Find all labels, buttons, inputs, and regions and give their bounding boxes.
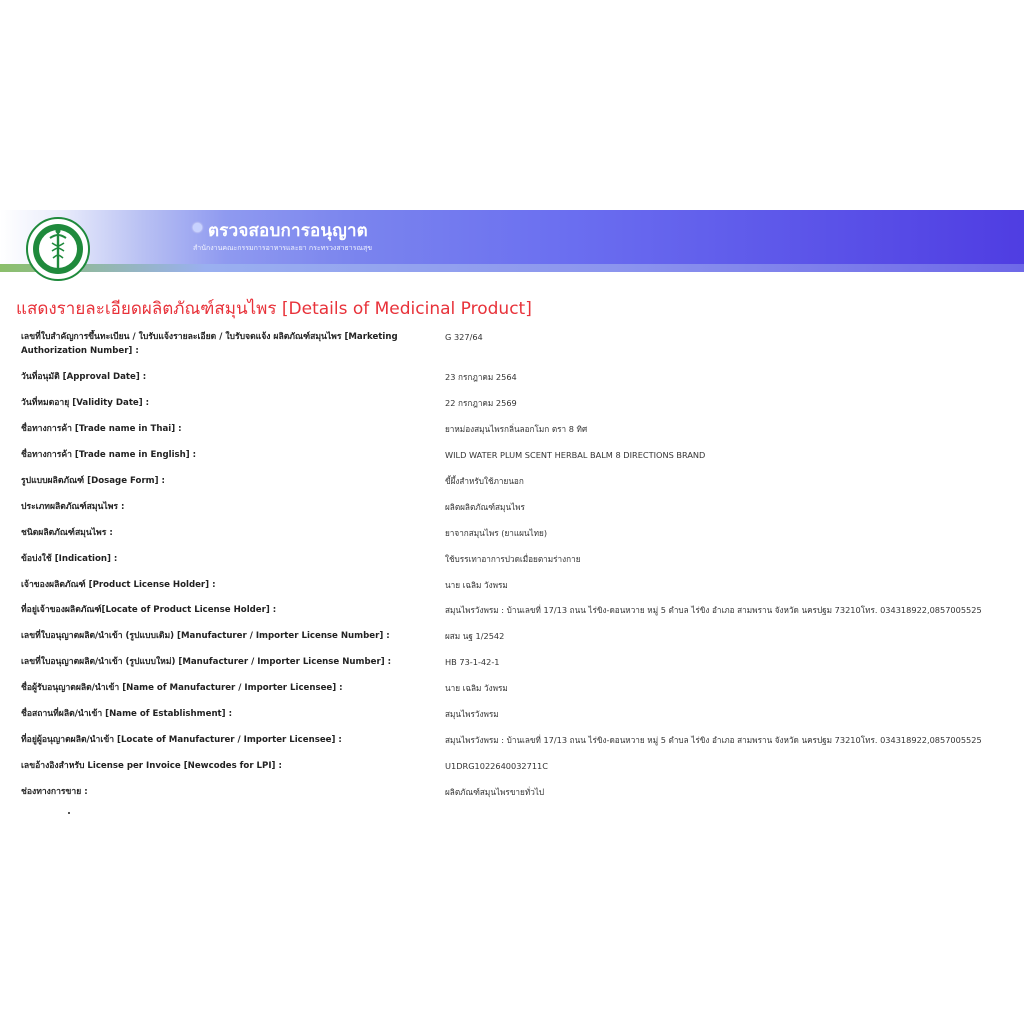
detail-value: WILD WATER PLUM SCENT HERBAL BALM 8 DIRECTIONS BRAND: [445, 450, 706, 460]
detail-label: ประเภทผลิตภัณฑ์สมุนไพร :: [21, 502, 125, 512]
banner-title: ตรวจสอบการอนุญาต: [208, 221, 368, 241]
detail-value: ขี้ผึ้งสำหรับใช้ภายนอก: [445, 476, 524, 486]
detail-value: สมุนไพรวังพรม: [445, 709, 499, 719]
detail-value: ใช้บรรเทาอาการปวดเมื่อยตามร่างกาย: [445, 554, 581, 564]
banner-bullet-icon: [193, 223, 202, 232]
detail-label: ชื่อสถานที่ผลิต/นำเข้า [Name of Establishment] :: [21, 709, 233, 719]
page-title: แสดงรายละเอียดผลิตภัณฑ์สมุนไพร [Details of Medicinal Product]: [16, 299, 532, 319]
detail-label: เลขอ้างอิงสำหรับ License per Invoice [Newcodes for LPI] :: [21, 761, 282, 771]
banner-subtitle: สำนักงานคณะกรรมการอาหารและยา กระทรวงสาธารณสุข: [193, 244, 373, 252]
detail-value: ผลิตภัณฑ์สมุนไพรขายทั่วไป: [445, 787, 545, 797]
detail-label: ที่อยู่เจ้าของผลิตภัณฑ์[Locate of Product License Holder] :: [21, 605, 277, 615]
detail-value: ยาหม่องสมุนไพรกลิ่นลอกโมก ตรา 8 ทิศ: [445, 424, 588, 434]
detail-value: ยาจากสมุนไพร (ยาแผนไทย): [445, 528, 548, 538]
detail-label: วันที่หมดอายุ [Validity Date] :: [21, 398, 150, 408]
detail-value: สมุนไพรวังพรม : บ้านเลขที่ 17/13 ถนน ไร่ขิง-ดอนหวาย หมู่ 5 ตำบล ไร่ขิง อำเภอ สามพราน จังหวัด นครปฐม 73210โทร. 034318922,0857005525: [445, 735, 982, 745]
detail-label: เลขที่ใบสำคัญการขึ้นทะเบียน / ใบรับแจ้งรายละเอียด / ใบรับจดแจ้ง ผลิตภัณฑ์สมุนไพร [Marketing Authorization Number] :: [21, 332, 398, 356]
detail-label: เจ้าของผลิตภัณฑ์ [Product License Holder] :: [21, 580, 216, 590]
detail-label: รูปแบบผลิตภัณฑ์ [Dosage Form] :: [21, 476, 165, 486]
detail-value: G 327/64: [445, 332, 483, 342]
detail-label: ชนิดผลิตภัณฑ์สมุนไพร :: [21, 528, 113, 538]
detail-value: U1DRG1022640032711C: [445, 761, 548, 771]
detail-value: HB 73-1-42-1: [445, 657, 500, 667]
detail-label: เลขที่ใบอนุญาตผลิต/นำเข้า (รูปแบบเดิม) [Manufacturer / Importer License Number] :: [21, 631, 390, 641]
header-banner: [0, 210, 1024, 266]
detail-label: ช่องทางการขาย :: [21, 787, 88, 797]
detail-value: 22 กรกฎาคม 2569: [445, 398, 517, 408]
header-accent-strip: [0, 264, 1024, 272]
detail-label: ชื่อทางการค้า [Trade name in English] :: [21, 450, 197, 460]
ministry-logo: [25, 216, 91, 282]
detail-label: ข้อบ่งใช้ [Indication] :: [21, 554, 118, 564]
detail-value: ผลิตผลิตภัณฑ์สมุนไพร: [445, 502, 525, 512]
detail-value: นาย เฉลิม วังพรม: [445, 683, 508, 693]
cutoff-artifact: [68, 812, 70, 814]
detail-value: สมุนไพรวังพรม : บ้านเลขที่ 17/13 ถนน ไร่ขิง-ดอนหวาย หมู่ 5 ตำบล ไร่ขิง อำเภอ สามพราน จังหวัด นครปฐม 73210โทร. 034318922,0857005525: [445, 605, 982, 615]
detail-label: ชื่อทางการค้า [Trade name in Thai] :: [21, 424, 182, 434]
detail-value: นาย เฉลิม วังพรม: [445, 580, 508, 590]
detail-label: ชื่อผู้รับอนุญาตผลิต/นำเข้า [Name of Manufacturer / Importer Licensee] :: [21, 683, 343, 693]
detail-value: 23 กรกฎาคม 2564: [445, 372, 517, 382]
product-details: [21, 330, 1011, 810]
detail-label: ที่อยู่ผู้อนุญาตผลิต/นำเข้า [Locate of Manufacturer / Importer Licensee] :: [21, 735, 342, 745]
detail-label: วันที่อนุมัติ [Approval Date] :: [21, 372, 147, 382]
detail-value: ผสม นฐ 1/2542: [445, 631, 505, 641]
detail-label: เลขที่ใบอนุญาตผลิต/นำเข้า (รูปแบบใหม่) [Manufacturer / Importer License Number] :: [21, 657, 392, 667]
